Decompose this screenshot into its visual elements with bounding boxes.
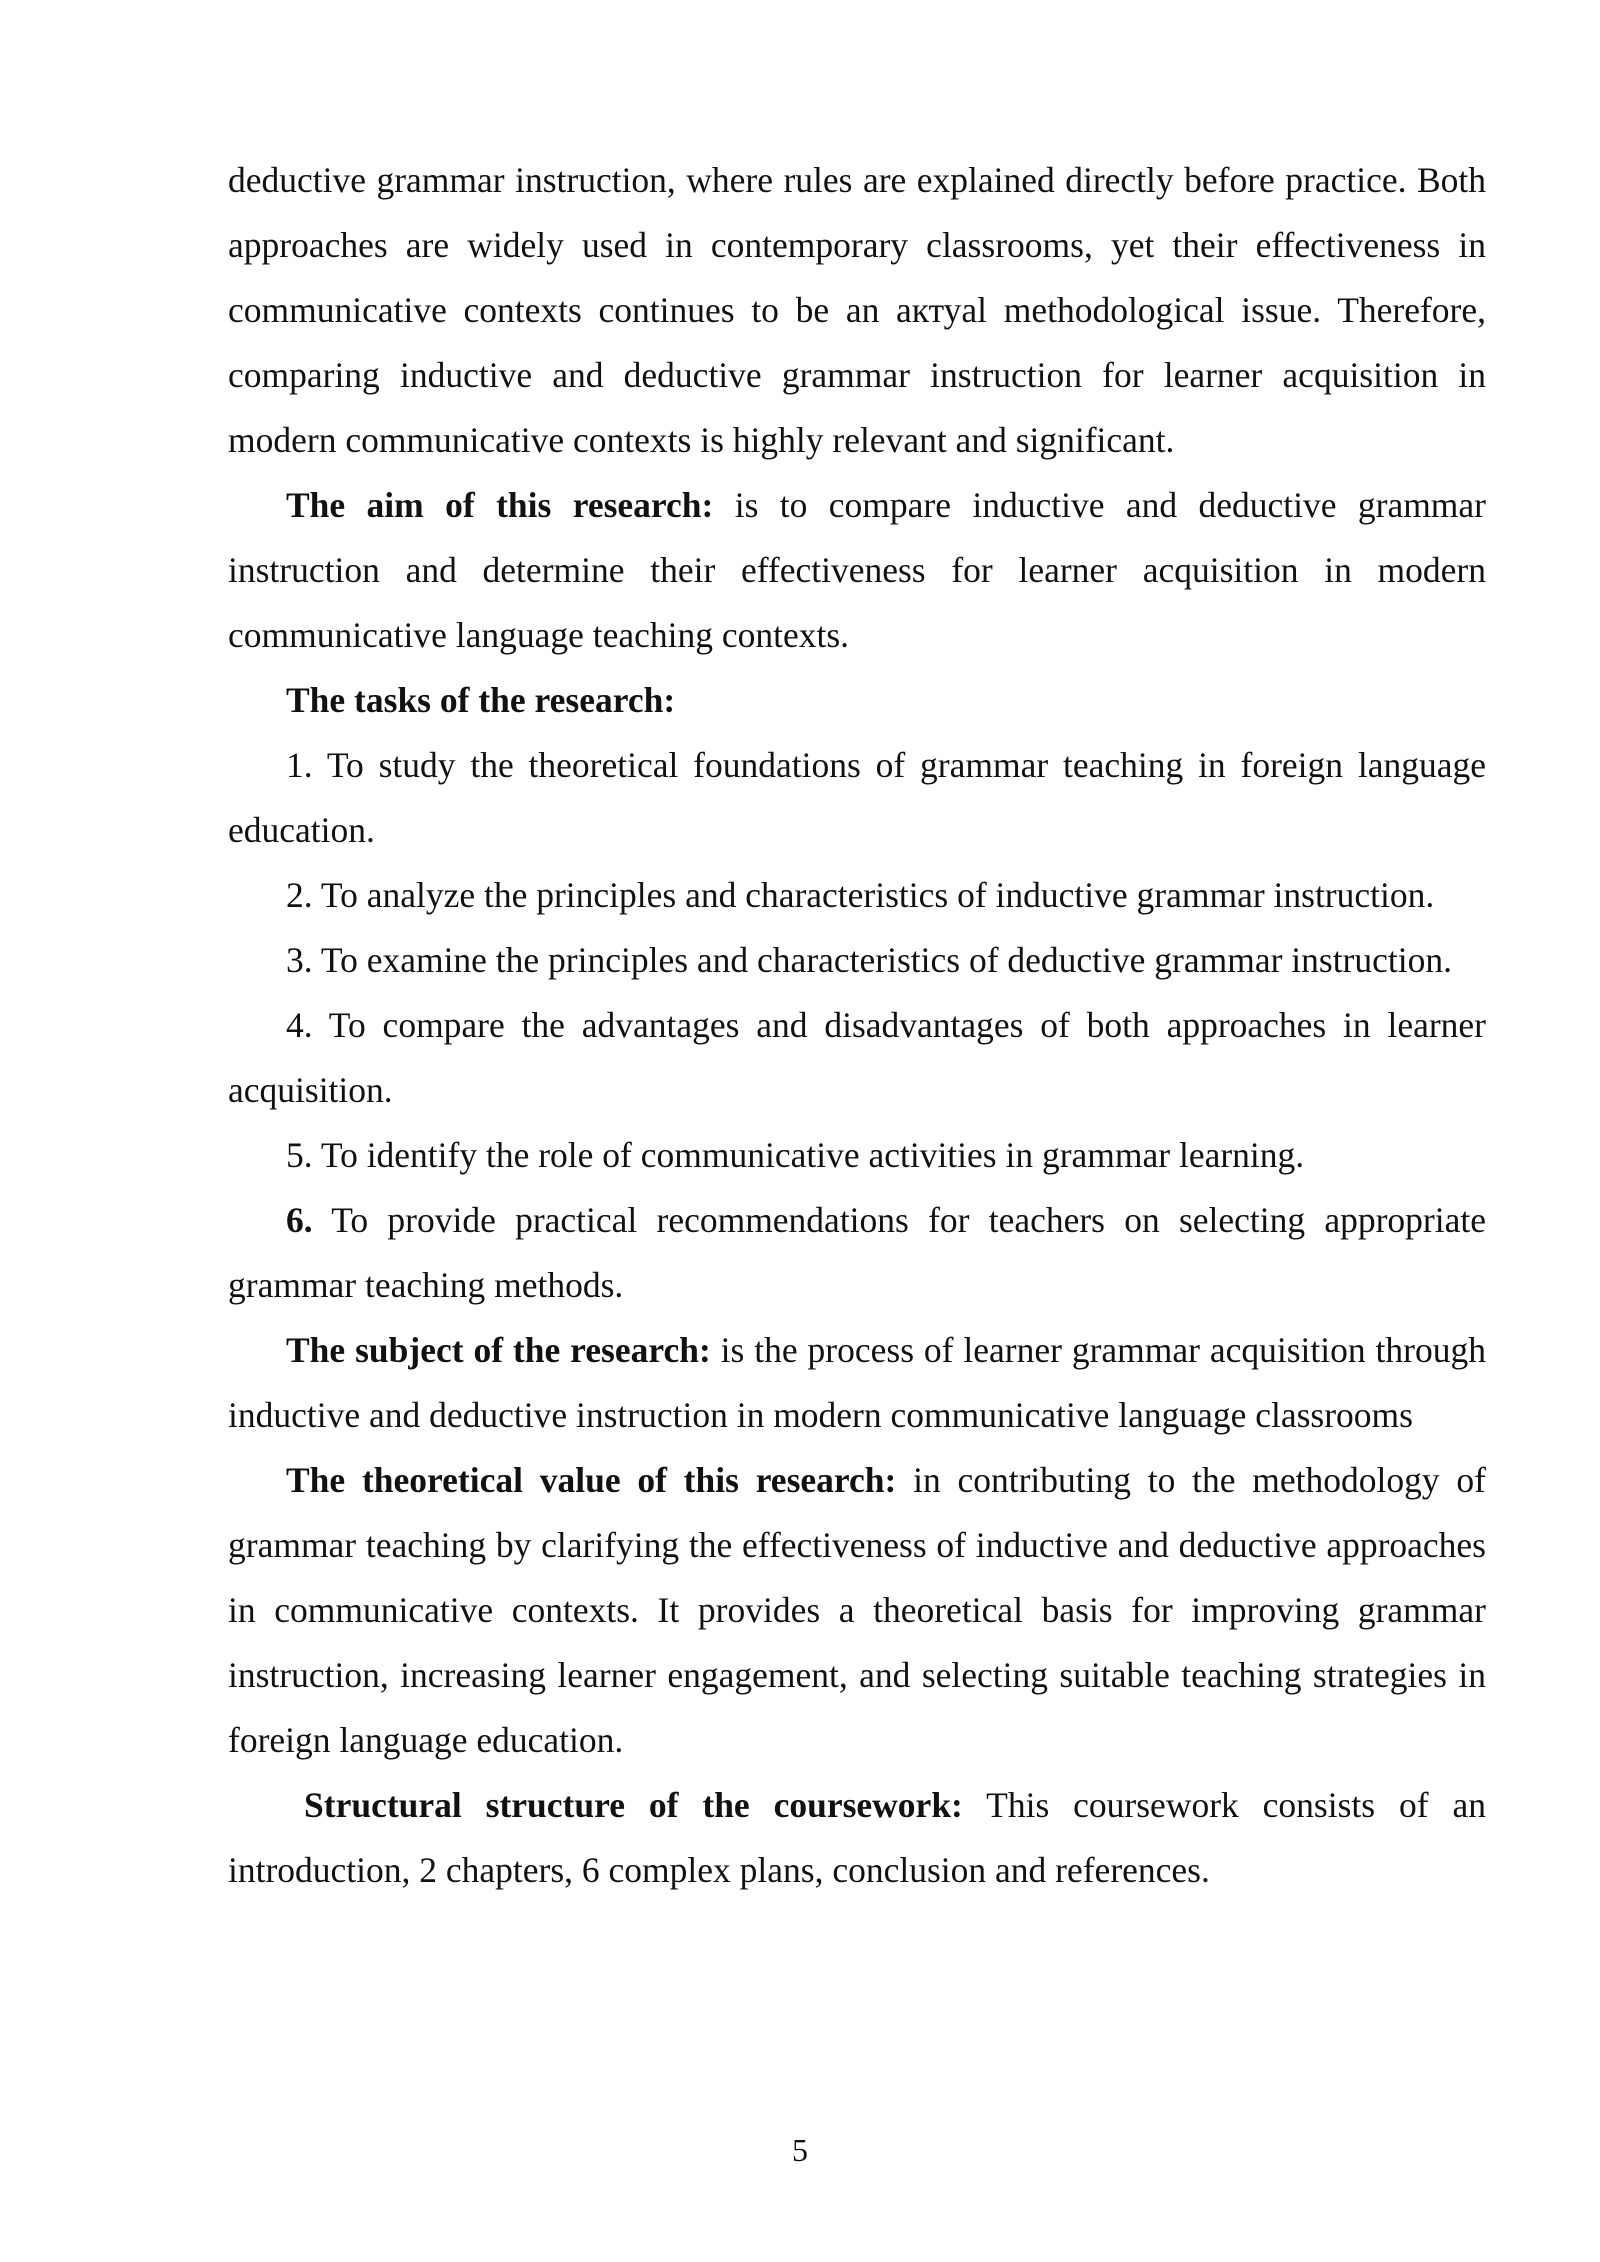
page-number: 5	[792, 2132, 808, 2168]
list-item-task-6	[228, 1188, 1486, 1318]
paragraph-text: 4. To compare the advantages and disadvantages of both approaches in learner acquisition.	[228, 1005, 1486, 1110]
paragraph-text: This coursework consists of an introduction, 2 chapters, 6 complex plans, conclusion and references.	[228, 1785, 1486, 1890]
paragraph-lead: 6.	[286, 1200, 313, 1240]
paragraph-lead: Structural structure of the coursework:	[304, 1785, 963, 1825]
paragraph-tasks-heading	[228, 668, 1486, 733]
paragraph-lead: The tasks of the research:	[286, 680, 676, 720]
paragraph-text: 1. To study the theoretical foundations of grammar teaching in foreign language education.	[228, 745, 1486, 850]
paragraph-lead: The aim of this research:	[286, 485, 714, 525]
paragraph-text: deductive grammar instruction, where rules are explained directly before practice. Both approaches are widely used in contemporary classrooms, yet their effectiveness in communicative contexts continues to be an актуal methodological issue. Therefore, comparing inductive and deductive grammar instruction for learner acquisition in modern communicative contexts is highly relevant and significant.	[228, 160, 1486, 460]
paragraph-text: 3. To examine the principles and characteristics of deductive grammar instruction.	[286, 940, 1452, 980]
list-item-task-1	[228, 733, 1486, 863]
list-item-task-4	[228, 993, 1486, 1123]
paragraph-lead: The subject of the research:	[286, 1330, 711, 1370]
paragraph-text: is to compare inductive and deductive grammar instruction and determine their effectiveness for learner acquisition in modern communicative language teaching contexts.	[228, 485, 1487, 655]
paragraph-theoretical-value	[228, 1448, 1486, 1773]
paragraph-text: 5. To identify the role of communicative activities in grammar learning.	[286, 1135, 1305, 1175]
paragraph-text: is the process of learner grammar acquisition through inductive and deductive instruction in modern communicative language classrooms	[228, 1330, 1486, 1435]
paragraph-structure	[228, 1773, 1486, 1903]
paragraph-aim	[228, 473, 1486, 668]
list-item-task-3	[228, 928, 1486, 993]
paragraph-text: To provide practical recommendations for teachers on selecting appropriate grammar teaching methods.	[228, 1200, 1486, 1305]
paragraph-text: 2. To analyze the principles and characteristics of inductive grammar instruction.	[286, 875, 1435, 915]
paragraph-lead: The theoretical value of this research:	[286, 1460, 897, 1500]
list-item-task-2	[228, 863, 1486, 928]
page-body	[228, 148, 1486, 1903]
paragraph-intro-continuation	[228, 148, 1486, 473]
list-item-task-5	[228, 1123, 1486, 1188]
paragraph-subject	[228, 1318, 1486, 1448]
paragraph-text: in contributing to the methodology of grammar teaching by clarifying the effectiveness of inductive and deductive approaches in communicative contexts. It provides a theoretical basis for improving grammar instruction, increasing learner engagement, and selecting suitable teaching strategies in foreign language education.	[228, 1460, 1486, 1760]
